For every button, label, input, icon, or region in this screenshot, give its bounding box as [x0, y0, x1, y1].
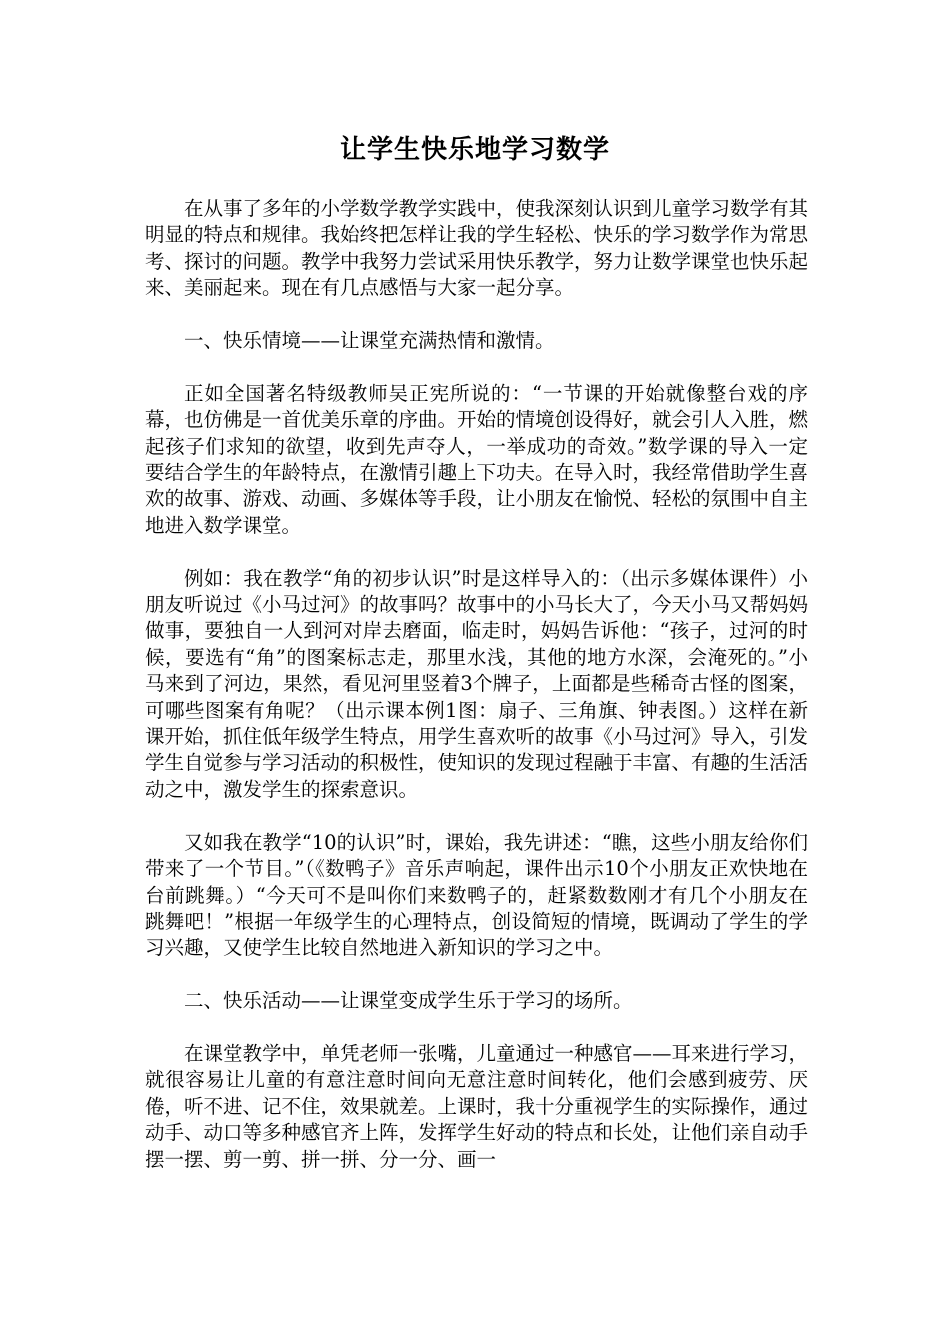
paragraph-example-2: 又如我在教学“10的认识”时，课始，我先讲述：“瞧，这些小朋友给你们带来了一个节目。”（《数鸭子》音乐声响起，课件出示10个小朋友正欢快地在台前跳舞。）“今天可不是叫你们来数鸭子的，赶紧数数刚才有几个小朋友在跳舞吧！”根据一年级学生的心理特点，创设简短的情境，既调动了学生的学习兴趣，又使学生比较自然地进入新知识的学习之中。	[145, 830, 808, 960]
section-heading-2: 二、快乐活动——让课堂变成学生乐于学习的场所。	[184, 989, 633, 1013]
paragraph-example-1: 例如：我在教学“角的初步认识”时是这样导入的：（出示多媒体课件）小朋友听说过《小马过河》的故事吗？故事中的小马长大了，今天小马又帮妈妈做事，要独自一人到河对岸去磨面，临走时，妈妈告诉他：“孩子，过河的时候，要选有“角”的图案标志走，那里水浅，其他的地方水深，会淹死的。”小马来到了河边，果然，看见河里竖着3个牌子，上面都是些稀奇古怪的图案，可哪些图案有角呢？（出示课本例1图：扇子、三角旗、钟表图。）这样在新课开始，抓住低年级学生特点，用学生喜欢听的故事《小马过河》导入，引发学生自觉参与学习活动的积极性，使知识的发现过程融于丰富、有趣的生活活动之中，激发学生的探索意识。	[145, 566, 809, 801]
paragraph-quote: 正如全国著名特级教师吴正宪所说的：“一节课的开始就像整台戏的序幕，也仿佛是一首优美乐章的序曲。开始的情境创设得好，就会引人入胜，燃起孩子们求知的欲望，收到先声夺人，一举成功的奇效。”数学课的导入一定要结合学生的年龄特点，在激情引趣上下功夫。在导入时，我经常借助学生喜欢的故事、游戏、动画、多媒体等手段，让小朋友在愉悦、轻松的氛围中自主地进入数学课堂。	[145, 381, 809, 537]
document-title: 让学生快乐地学习数学	[339, 135, 610, 165]
section-heading-1: 一、快乐情境——让课堂充满热情和激情。	[184, 329, 555, 353]
paragraph-activity: 在课堂教学中，单凭老师一张嘴，儿童通过一种感官——耳来进行学习，就很容易让儿童的有意注意时间向无意注意时间转化，他们会感到疲劳、厌倦，听不进、记不住，效果就差。上课时，我十分重视学生的实际操作，通过动手、动口等多种感官齐上阵，发挥学生好动的特点和长处，让他们亲自动手摆一摆、剪一剪、拼一拼、分一分、画一	[145, 1041, 809, 1171]
paragraph-intro: 在从事了多年的小学数学教学实践中，使我深刻认识到儿童学习数学有其明显的特点和规律。我始终把怎样让我的学生轻松、快乐的学习数学作为常思考、探讨的问题。教学中我努力尝试采用快乐教学，努力让数学课堂也快乐起来、美丽起来。现在有几点感悟与大家一起分享。	[145, 197, 809, 300]
document-body	[145, 196, 808, 1199]
